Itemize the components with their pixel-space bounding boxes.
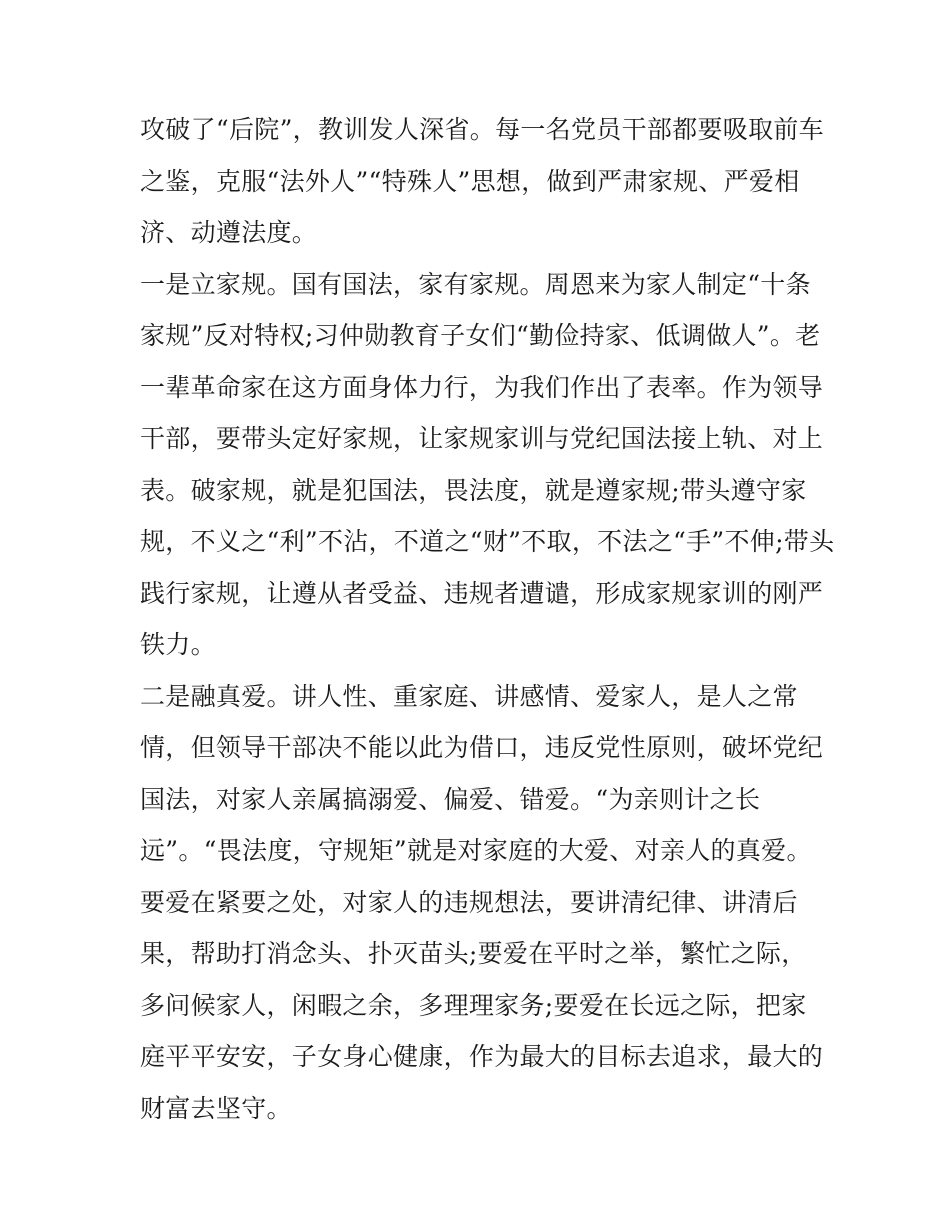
text-line: 家规”反对特权;习仲勋教育子女们“勤俭持家、低调做人”。老 — [140, 321, 821, 350]
text-line: 济、动遵法度。 — [140, 218, 318, 247]
text-line: 践行家规，让遵从者受益、违规者遭谴，形成家规家训的刚严 — [140, 578, 824, 608]
text-line: 干部，要带头定好家规，让家规家训与党纪国法接上轨、对上 — [140, 424, 824, 453]
text-line: 多问候家人，闲暇之余，多理理家务;要爱在长远之际，把家 — [140, 990, 807, 1020]
text-line: 攻破了“后院”，教训发人深省。每一名党员干部都要吸取前车 — [140, 115, 824, 144]
text-line: 规，不义之“利”不沾，不道之“财”不取，不法之“手”不伸;带头 — [140, 527, 835, 556]
text-line: 一是立家规。国有国法，家有家规。周恩来为家人制定“十条 — [140, 269, 811, 299]
text-line: 之鉴，克服“法外人”“特殊人”思想，做到严肃家规、严爱相 — [140, 166, 800, 196]
text-line: 铁力。 — [140, 630, 216, 659]
text-line: 一辈革命家在这方面身体力行，为我们作出了表率。作为领导 — [140, 372, 824, 402]
text-line: 国法，对家人亲属搞溺爱、偏爱、错爱。“为亲则计之长 — [140, 784, 761, 814]
text-line: 二是融真爱。讲人性、重家庭、讲感情、爱家人，是人之常 — [140, 681, 798, 711]
text-line: 财富去坚守。 — [140, 1093, 292, 1123]
body-text — [140, 104, 835, 1134]
text-line: 庭平平安安，子女身心健康，作为最大的目标去追求，最大的 — [140, 1042, 824, 1071]
text-line: 果，帮助打消念头、扑灭苗头;要爱在平时之举，繁忙之际， — [140, 939, 807, 968]
text-line: 要爱在紧要之处，对家人的违规想法，要讲清纪律、讲清后 — [140, 887, 798, 917]
text-line: 情，但领导干部决不能以此为借口，违反党性原则，破坏党纪 — [140, 733, 824, 762]
text-line: 表。破家规，就是犯国法，畏法度，就是遵家规;带头遵守家 — [140, 475, 807, 505]
text-line: 远”。“畏法度，守规矩”就是对家庭的大爱、对亲人的真爱。 — [140, 836, 812, 865]
